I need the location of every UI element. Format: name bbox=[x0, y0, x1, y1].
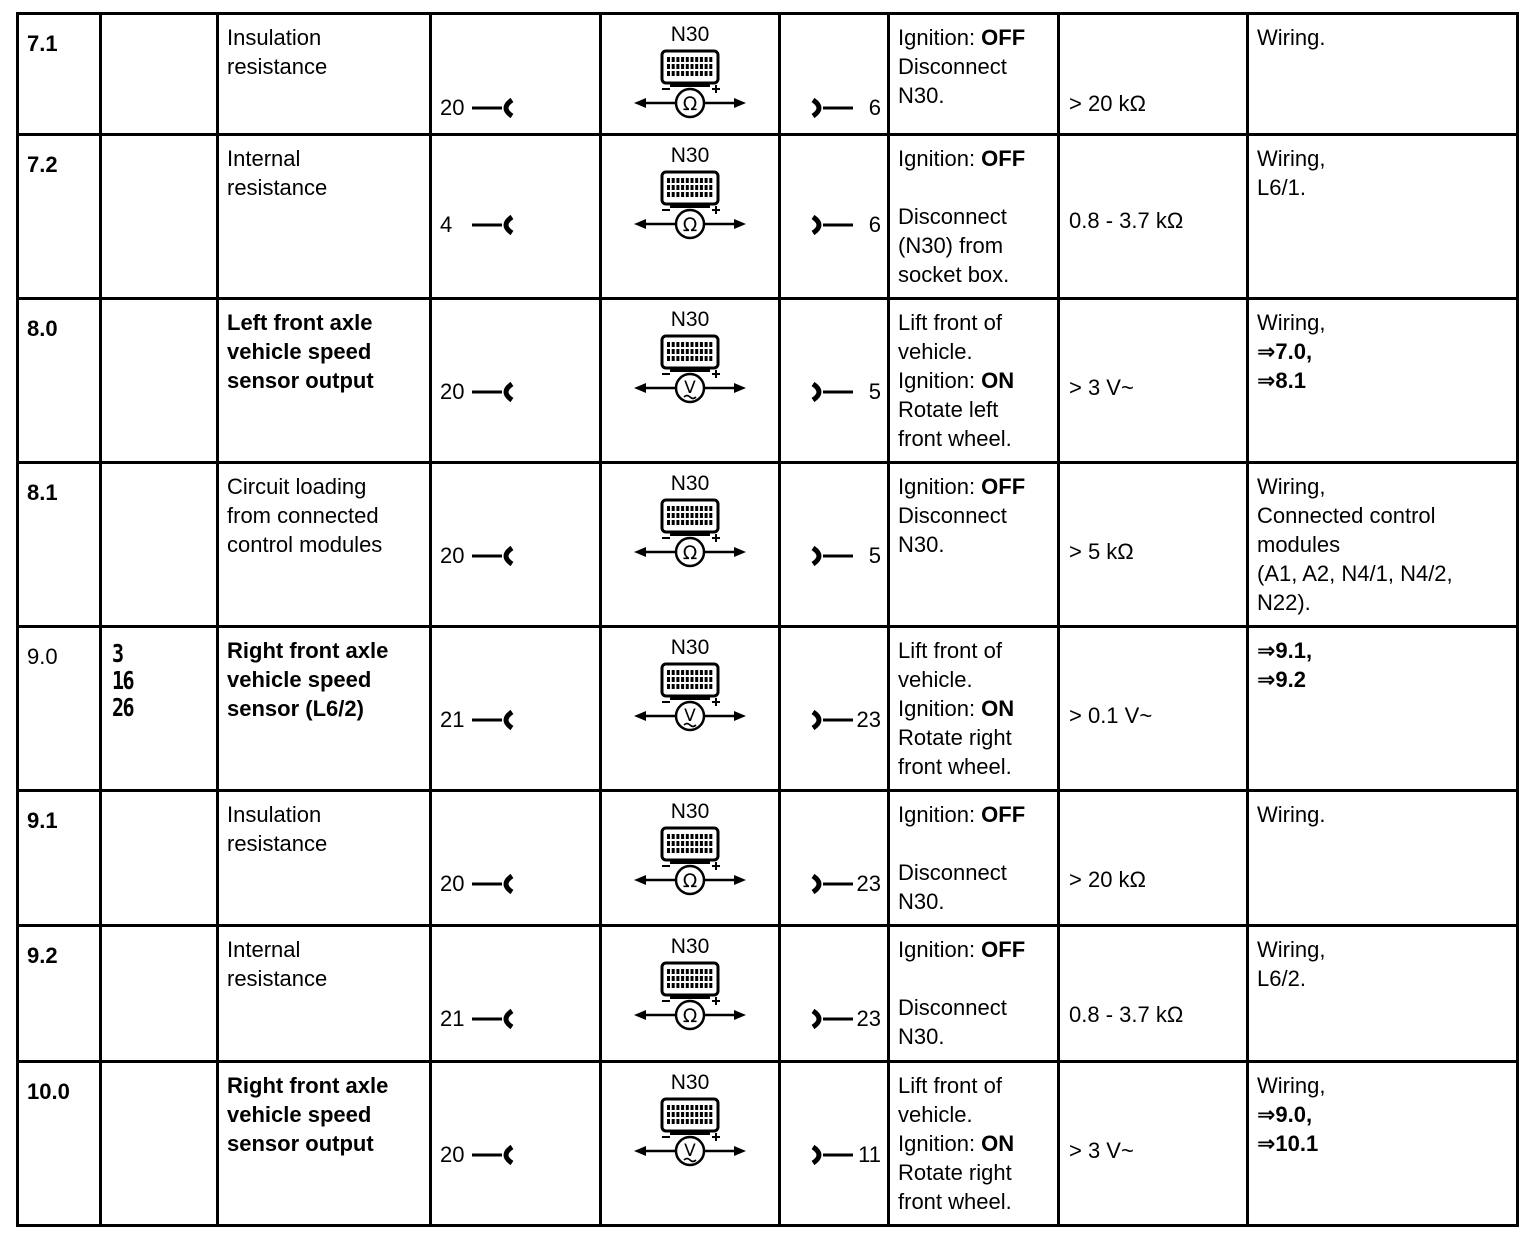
condition-text: Disconnect bbox=[898, 54, 1007, 79]
test-conditions bbox=[889, 14, 1059, 135]
condition-text: (N30) from bbox=[898, 233, 1004, 258]
meter-cell bbox=[601, 627, 780, 791]
meter-cell bbox=[601, 926, 780, 1062]
test-conditions bbox=[889, 135, 1059, 299]
right-pin-number: 23 bbox=[856, 871, 881, 896]
condition-text: Ignition: bbox=[898, 802, 982, 827]
remedy bbox=[1248, 627, 1518, 791]
nominal-value-cell bbox=[1059, 926, 1248, 1062]
step-number: 9.0 bbox=[18, 627, 101, 791]
nominal-value-cell bbox=[1059, 627, 1248, 791]
condition-text: Rotate right bbox=[898, 725, 1012, 750]
step-number: 10.0 bbox=[18, 1062, 101, 1226]
svg-text:V: V bbox=[684, 1141, 696, 1161]
socket-lead-icon bbox=[472, 873, 514, 895]
nominal-value-cell bbox=[1059, 14, 1248, 135]
condition-text: vehicle. bbox=[898, 1102, 973, 1127]
meter-cell bbox=[601, 463, 780, 627]
nominal-value-cell bbox=[1059, 1062, 1248, 1226]
svg-text:Ω: Ω bbox=[682, 214, 698, 236]
display-code-cell bbox=[101, 627, 218, 791]
test-conditions bbox=[889, 299, 1059, 463]
table-row bbox=[18, 926, 1518, 1062]
condition-line bbox=[898, 173, 1049, 202]
condition-text: Ignition: bbox=[898, 1131, 982, 1156]
condition-text: Lift front of bbox=[898, 310, 1002, 335]
condition-line bbox=[898, 366, 1049, 395]
remedy-step-link[interactable]: ⇒7.0, bbox=[1257, 339, 1313, 364]
condition-line bbox=[898, 636, 1049, 665]
step-number: 8.0 bbox=[18, 299, 101, 463]
step-number: 9.1 bbox=[18, 791, 101, 926]
socket-lead-icon bbox=[811, 1008, 853, 1030]
display-digit: 26 bbox=[112, 693, 133, 722]
ohmmeter-icon bbox=[632, 961, 752, 1031]
right-pin-number: 6 bbox=[868, 212, 881, 237]
test-description: Insulation resistance bbox=[218, 14, 431, 135]
condition-line bbox=[898, 395, 1049, 424]
nominal-value: > 3 V~ bbox=[1069, 1138, 1134, 1163]
condition-text: front wheel. bbox=[898, 1189, 1012, 1214]
left-pin-number: 20 bbox=[440, 543, 465, 568]
condition-line bbox=[898, 337, 1049, 366]
condition-line bbox=[898, 964, 1049, 993]
test-conditions bbox=[889, 926, 1059, 1062]
display-code-cell bbox=[101, 14, 218, 135]
right-pin-cell bbox=[780, 627, 889, 791]
condition-line bbox=[898, 231, 1049, 260]
svg-text:Ω: Ω bbox=[682, 1005, 698, 1027]
condition-line bbox=[898, 1022, 1049, 1051]
nominal-value-cell bbox=[1059, 299, 1248, 463]
condition-state: OFF bbox=[981, 937, 1026, 962]
condition-line bbox=[898, 81, 1049, 110]
test-conditions bbox=[889, 627, 1059, 791]
step-number: 9.2 bbox=[18, 926, 101, 1062]
socket-lead-icon bbox=[472, 1008, 514, 1030]
voltmeter-icon bbox=[632, 334, 752, 404]
condition-line bbox=[898, 472, 1049, 501]
table-row bbox=[18, 791, 1518, 926]
condition-line bbox=[898, 800, 1049, 829]
condition-line bbox=[898, 1100, 1049, 1129]
ohmmeter-icon bbox=[632, 49, 752, 119]
condition-text: Ignition: bbox=[898, 368, 982, 393]
nominal-value: 0.8 - 3.7 kΩ bbox=[1069, 208, 1184, 233]
socket-lead-icon bbox=[811, 709, 853, 731]
condition-line bbox=[898, 858, 1049, 887]
remedy bbox=[1248, 135, 1518, 299]
socket-lead-icon bbox=[472, 1144, 514, 1166]
condition-text: front wheel. bbox=[898, 426, 1012, 451]
condition-line bbox=[898, 52, 1049, 81]
remedy-text: (A1, A2, N4/1, N4/2, bbox=[1257, 561, 1453, 586]
condition-line bbox=[898, 752, 1049, 781]
socket-lead-icon bbox=[811, 97, 853, 119]
svg-text:Ω: Ω bbox=[682, 93, 698, 115]
left-pin-cell bbox=[431, 14, 601, 135]
condition-line bbox=[898, 723, 1049, 752]
condition-state: ON bbox=[981, 368, 1015, 393]
step-number: 8.1 bbox=[18, 463, 101, 627]
left-pin-cell bbox=[431, 135, 601, 299]
meter-label: N30 bbox=[670, 636, 710, 659]
meter-cell bbox=[601, 791, 780, 926]
condition-text: Ignition: bbox=[898, 25, 982, 50]
remedy bbox=[1248, 14, 1518, 135]
test-description: Right front axle vehicle speed sensor (L6/2) bbox=[218, 627, 431, 791]
condition-text: N30. bbox=[898, 532, 945, 557]
right-pin-cell bbox=[780, 1062, 889, 1226]
table-row bbox=[18, 463, 1518, 627]
condition-state: OFF bbox=[981, 146, 1026, 171]
socket-lead-icon bbox=[472, 214, 514, 236]
step-number: 7.1 bbox=[18, 14, 101, 135]
nominal-value: 0.8 - 3.7 kΩ bbox=[1069, 1002, 1184, 1027]
right-pin-number: 5 bbox=[868, 543, 881, 568]
nominal-value: > 3 V~ bbox=[1069, 375, 1134, 400]
condition-line bbox=[898, 202, 1049, 231]
svg-text:Ω: Ω bbox=[682, 542, 698, 564]
remedy-text: Wiring. bbox=[1257, 25, 1326, 50]
meter-label: N30 bbox=[670, 308, 710, 331]
right-pin-cell bbox=[780, 926, 889, 1062]
meter-cell bbox=[601, 1062, 780, 1226]
test-description: Left front axle vehicle speed sensor output bbox=[218, 299, 431, 463]
condition-text: socket box. bbox=[898, 262, 1010, 287]
condition-line bbox=[898, 1158, 1049, 1187]
table-row bbox=[18, 627, 1518, 791]
meter-label: N30 bbox=[670, 23, 710, 46]
left-pin-cell bbox=[431, 463, 601, 627]
remedy-text: N22). bbox=[1257, 590, 1311, 615]
test-conditions bbox=[889, 791, 1059, 926]
condition-text: Disconnect bbox=[898, 860, 1007, 885]
diagnostic-test-table bbox=[16, 12, 1519, 1227]
remedy bbox=[1248, 299, 1518, 463]
voltmeter-icon bbox=[632, 1097, 752, 1167]
remedy-step-link[interactable]: ⇒8.1 bbox=[1257, 368, 1307, 393]
condition-text: front wheel. bbox=[898, 754, 1012, 779]
nominal-value-cell bbox=[1059, 463, 1248, 627]
left-pin-cell bbox=[431, 791, 601, 926]
test-description: Right front axle vehicle speed sensor output bbox=[218, 1062, 431, 1226]
left-pin-cell bbox=[431, 1062, 601, 1226]
ohmmeter-icon bbox=[632, 170, 752, 240]
condition-line bbox=[898, 530, 1049, 559]
right-pin-cell bbox=[780, 791, 889, 926]
condition-text: Rotate right bbox=[898, 1160, 1012, 1185]
remedy-text: Wiring. bbox=[1257, 802, 1326, 827]
remedy-step-link[interactable]: ⇒9.0, bbox=[1257, 1102, 1313, 1127]
right-pin-number: 5 bbox=[868, 379, 881, 404]
test-description: Internal resistance bbox=[218, 926, 431, 1062]
condition-line bbox=[898, 1129, 1049, 1158]
condition-text: Ignition: bbox=[898, 696, 982, 721]
left-pin-cell bbox=[431, 299, 601, 463]
right-pin-cell bbox=[780, 135, 889, 299]
table-row bbox=[18, 135, 1518, 299]
right-pin-cell bbox=[780, 14, 889, 135]
test-conditions bbox=[889, 1062, 1059, 1226]
condition-line bbox=[898, 665, 1049, 694]
remedy-text: Wiring, bbox=[1257, 474, 1326, 499]
socket-lead-icon bbox=[811, 873, 853, 895]
display-digit: 3 bbox=[112, 639, 123, 668]
condition-text: N30. bbox=[898, 1024, 945, 1049]
socket-lead-icon bbox=[472, 97, 514, 119]
left-pin-number: 20 bbox=[440, 871, 465, 896]
remedy-text: Wiring, bbox=[1257, 146, 1326, 171]
remedy-text: Wiring, bbox=[1257, 1073, 1326, 1098]
socket-lead-icon bbox=[472, 381, 514, 403]
remedy-step-link[interactable]: ⇒9.2 bbox=[1257, 667, 1307, 692]
socket-lead-icon bbox=[472, 545, 514, 567]
condition-text: vehicle. bbox=[898, 339, 973, 364]
condition-text: Disconnect bbox=[898, 503, 1007, 528]
condition-line bbox=[898, 424, 1049, 453]
condition-text: Lift front of bbox=[898, 1073, 1002, 1098]
condition-line bbox=[898, 260, 1049, 289]
remedy-text: Wiring, bbox=[1257, 310, 1326, 335]
remedy bbox=[1248, 1062, 1518, 1226]
left-pin-number: 4 bbox=[440, 212, 453, 237]
condition-text: Rotate left bbox=[898, 397, 999, 422]
table-row bbox=[18, 14, 1518, 135]
display-code-cell bbox=[101, 1062, 218, 1226]
condition-state: OFF bbox=[981, 802, 1026, 827]
remedy-text: L6/2. bbox=[1257, 966, 1306, 991]
meter-label: N30 bbox=[670, 472, 710, 495]
left-pin-cell bbox=[431, 926, 601, 1062]
condition-state: ON bbox=[981, 1131, 1015, 1156]
svg-text:V: V bbox=[684, 706, 696, 726]
nominal-value: > 20 kΩ bbox=[1069, 867, 1146, 892]
display-code-cell bbox=[101, 791, 218, 926]
left-pin-number: 20 bbox=[440, 1142, 465, 1167]
left-pin-number: 21 bbox=[440, 707, 465, 732]
nominal-value-cell bbox=[1059, 135, 1248, 299]
right-pin-number: 23 bbox=[856, 707, 881, 732]
display-code-cell bbox=[101, 299, 218, 463]
voltmeter-icon bbox=[632, 662, 752, 732]
socket-lead-icon bbox=[811, 214, 853, 236]
condition-text: Ignition: bbox=[898, 474, 982, 499]
condition-text: vehicle. bbox=[898, 667, 973, 692]
condition-line bbox=[898, 935, 1049, 964]
remedy-text: Wiring, bbox=[1257, 937, 1326, 962]
nominal-value: > 20 kΩ bbox=[1069, 91, 1146, 116]
condition-line bbox=[898, 23, 1049, 52]
condition-line bbox=[898, 308, 1049, 337]
table-row bbox=[18, 299, 1518, 463]
condition-state: OFF bbox=[981, 25, 1026, 50]
table-row bbox=[18, 1062, 1518, 1226]
meter-cell bbox=[601, 299, 780, 463]
meter-label: N30 bbox=[670, 1071, 710, 1094]
left-pin-number: 21 bbox=[440, 1006, 465, 1031]
condition-text: Disconnect bbox=[898, 204, 1007, 229]
socket-lead-icon bbox=[811, 1144, 853, 1166]
ohmmeter-icon bbox=[632, 826, 752, 896]
left-pin-cell bbox=[431, 627, 601, 791]
meter-label: N30 bbox=[670, 144, 710, 167]
test-description: Internal resistance bbox=[218, 135, 431, 299]
meter-cell bbox=[601, 135, 780, 299]
condition-state: OFF bbox=[981, 474, 1026, 499]
condition-line bbox=[898, 829, 1049, 858]
left-pin-number: 20 bbox=[440, 379, 465, 404]
right-pin-number: 6 bbox=[868, 95, 881, 120]
condition-line bbox=[898, 1187, 1049, 1216]
remedy bbox=[1248, 791, 1518, 926]
nominal-value-cell bbox=[1059, 791, 1248, 926]
remedy-text: modules bbox=[1257, 532, 1341, 557]
svg-text:Ω: Ω bbox=[682, 870, 698, 892]
condition-text: N30. bbox=[898, 83, 945, 108]
left-pin-number: 20 bbox=[440, 95, 465, 120]
condition-text: Ignition: bbox=[898, 937, 982, 962]
condition-state: ON bbox=[981, 696, 1015, 721]
test-description: Circuit loading from connected control modules bbox=[218, 463, 431, 627]
condition-line bbox=[898, 887, 1049, 916]
condition-text: N30. bbox=[898, 889, 945, 914]
remedy bbox=[1248, 926, 1518, 1062]
condition-text: Lift front of bbox=[898, 638, 1002, 663]
svg-text:V: V bbox=[684, 378, 696, 398]
condition-line bbox=[898, 1071, 1049, 1100]
right-pin-cell bbox=[780, 299, 889, 463]
test-conditions bbox=[889, 463, 1059, 627]
display-code-cell bbox=[101, 135, 218, 299]
meter-cell bbox=[601, 14, 780, 135]
display-code-cell bbox=[101, 463, 218, 627]
right-pin-number: 11 bbox=[858, 1142, 881, 1167]
test-description: Insulation resistance bbox=[218, 791, 431, 926]
display-digit: 16 bbox=[112, 666, 133, 695]
step-number: 7.2 bbox=[18, 135, 101, 299]
remedy-step-link[interactable]: ⇒9.1, bbox=[1257, 638, 1313, 663]
condition-text: Ignition: bbox=[898, 146, 982, 171]
remedy bbox=[1248, 463, 1518, 627]
condition-line bbox=[898, 144, 1049, 173]
socket-lead-icon bbox=[811, 381, 853, 403]
meter-label: N30 bbox=[670, 800, 710, 823]
right-pin-number: 23 bbox=[856, 1006, 881, 1031]
condition-line bbox=[898, 694, 1049, 723]
condition-line bbox=[898, 993, 1049, 1022]
ohmmeter-icon bbox=[632, 498, 752, 568]
condition-line bbox=[898, 501, 1049, 530]
condition-text: Disconnect bbox=[898, 995, 1007, 1020]
right-pin-cell bbox=[780, 463, 889, 627]
remedy-step-link[interactable]: ⇒10.1 bbox=[1257, 1131, 1319, 1156]
socket-lead-icon bbox=[811, 545, 853, 567]
remedy-text: Connected control bbox=[1257, 503, 1436, 528]
nominal-value: > 0.1 V~ bbox=[1069, 703, 1153, 728]
remedy-text: L6/1. bbox=[1257, 175, 1306, 200]
meter-label: N30 bbox=[670, 935, 710, 958]
socket-lead-icon bbox=[472, 709, 514, 731]
display-code-cell bbox=[101, 926, 218, 1062]
nominal-value: > 5 kΩ bbox=[1069, 539, 1134, 564]
